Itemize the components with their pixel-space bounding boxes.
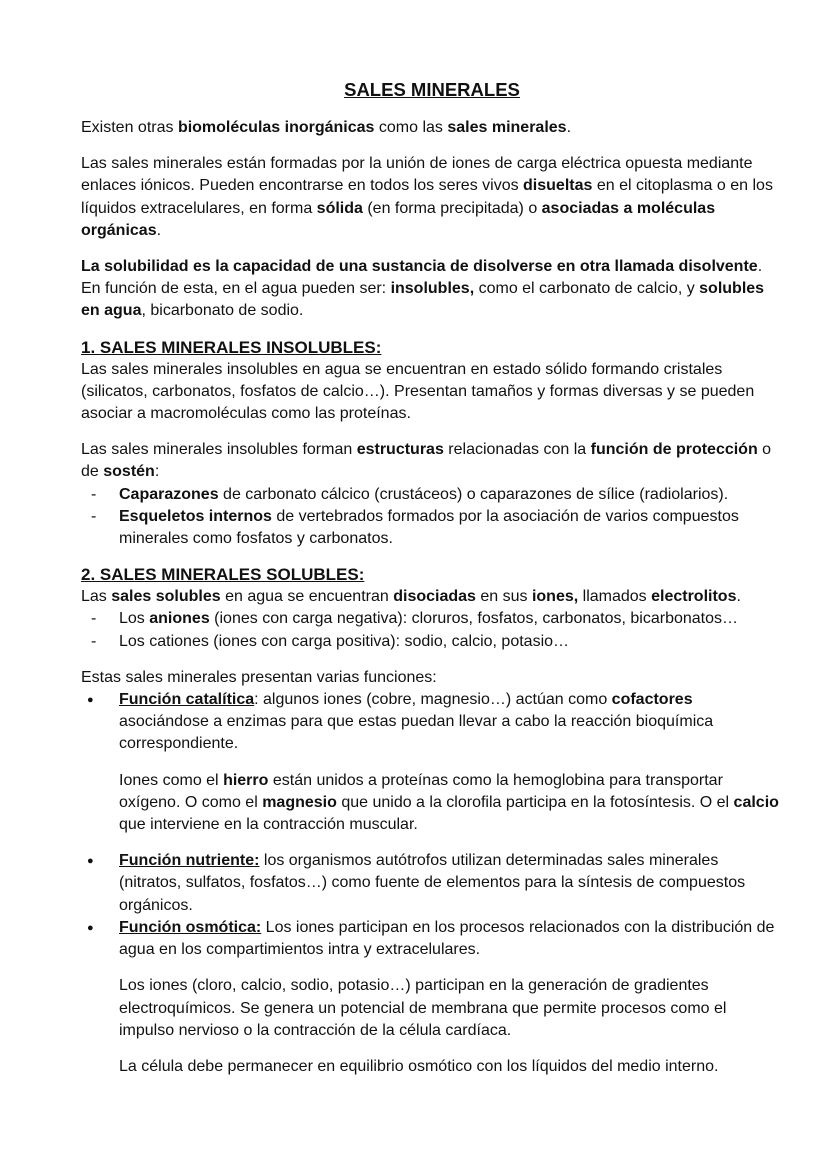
text-run: de vertebrados formados por la asociación de varios compuestos minerales como fosfatos y carbonatos. xyxy=(119,507,739,548)
text-run: . xyxy=(156,221,162,239)
dash-list xyxy=(81,608,783,652)
text-run: Las sales minerales insolubles forman xyxy=(81,441,357,459)
bold-term: disueltas xyxy=(523,177,593,195)
text-run: están unidos a proteínas como la hemoglobina para transportar oxígeno. O como el xyxy=(119,771,723,811)
text-run: de carbonato cálcico (crustáceos) o caparazones de sílice (radiolarios). xyxy=(218,485,729,503)
text-run: . En función de esta, en el agua pueden ser: xyxy=(81,258,763,298)
text-run: Las sales minerales insolubles en agua se encuentran en estado sólido formando cristales (silicatos, carbonatos, fosfatos de calcio…). Presentan tamaños y formas diversas y se pueden asociar a macromoléculas como las proteínas. xyxy=(81,360,755,423)
document-body xyxy=(81,117,783,1078)
bold-term: cofactores xyxy=(611,691,693,709)
underlined-term: Función nutriente: xyxy=(119,852,260,870)
paragraph xyxy=(81,667,783,689)
bold-term: sales minerales xyxy=(447,119,567,136)
text-run: Existen otras xyxy=(81,119,178,136)
section-heading xyxy=(81,337,783,359)
bold-term: aniones xyxy=(149,610,210,628)
paragraph xyxy=(81,153,783,242)
bullet-list xyxy=(81,689,783,1078)
underlined-term: Función catalítica xyxy=(119,691,255,709)
bold-term: sostén xyxy=(103,463,155,481)
dash-list xyxy=(81,484,783,551)
text-run: los organismos autótrofos utilizan determinadas sales minerales (nitratos, sulfatos, fosfatos…) como fuente de elementos para la síntesis de compuestos orgánicos. xyxy=(119,852,746,914)
bold-term: disociadas xyxy=(393,588,476,606)
bold-term: calcio xyxy=(733,793,779,811)
bold-term: iones, xyxy=(531,588,579,606)
document-title: SALES MINERALES xyxy=(344,79,520,100)
text-run: Estas sales minerales presentan varias funciones: xyxy=(81,668,437,686)
text-run: . xyxy=(566,119,572,136)
bold-term: estructuras xyxy=(356,441,444,459)
list-item xyxy=(81,506,783,550)
text-run: Las xyxy=(81,588,112,606)
text-run: que unido a la clorofila participa en la fotosíntesis. O el xyxy=(336,793,734,811)
text-run: Los xyxy=(119,610,150,628)
text-run: : xyxy=(154,463,160,481)
list-item xyxy=(81,689,783,836)
paragraph xyxy=(81,256,783,323)
text-run: Los cationes (iones con carga positiva): sodio, calcio, potasio… xyxy=(119,632,570,650)
paragraph xyxy=(81,586,783,608)
bold-term: asociadas a moléculas orgánicas xyxy=(81,199,716,239)
text-run: (en forma precipitada) o xyxy=(362,199,542,217)
bold-term: sólida xyxy=(316,199,363,217)
text-run: Los iones participan en los procesos relacionados con la distribución de agua en los compartimientos intra y extracelulares. xyxy=(119,918,775,959)
paragraph xyxy=(81,439,783,483)
bold-term: hierro xyxy=(223,771,269,789)
text-run: Las sales minerales están formadas por la unión de iones de carga eléctrica opuesta mediante enlaces iónicos. Pueden encontrarse en todos los seres vivos xyxy=(81,155,753,195)
text-run: 1. SALES MINERALES INSOLUBLES: xyxy=(81,337,382,357)
bold-term: electrolitos xyxy=(651,588,737,606)
list-item-paragraph xyxy=(119,1056,783,1078)
bold-term: solubles en agua xyxy=(81,280,765,320)
text-run: en agua se encuentran xyxy=(220,588,394,606)
list-item xyxy=(81,484,783,506)
list-item xyxy=(81,917,783,1078)
text-run: o de xyxy=(81,441,772,481)
text-run: : algunos iones (cobre, magnesio…) actúan como xyxy=(254,691,612,709)
list-item xyxy=(81,850,783,917)
underlined-term: Función osmótica: xyxy=(119,918,262,936)
text-run: que interviene en la contracción muscular. xyxy=(119,816,418,834)
text-run: relacionadas con la xyxy=(443,441,591,459)
bold-term: insolubles, xyxy=(390,280,475,298)
text-run: , bicarbonato de sodio. xyxy=(141,302,304,320)
bold-term: Caparazones xyxy=(119,485,219,503)
text-run: en sus xyxy=(475,588,532,606)
list-item xyxy=(81,608,783,630)
text-run: (iones con carga negativa): cloruros, fosfatos, carbonatos, bicarbonatos… xyxy=(209,610,738,628)
text-run: como el carbonato de calcio, y xyxy=(474,280,700,298)
text-run: asociándose a enzimas para que estas puedan llevar a cabo la reacción bioquímica correspondiente. xyxy=(119,713,714,753)
text-run: Iones como el xyxy=(119,771,224,789)
bold-term: Esqueletos internos xyxy=(119,507,272,525)
list-item-paragraph xyxy=(119,975,783,1042)
bold-term: sales solubles xyxy=(111,588,221,606)
bold-term: función de protección xyxy=(590,441,758,459)
text-run: La célula debe permanecer en equilibrio osmótico con los líquidos del medio interno. xyxy=(119,1057,719,1075)
text-run: . xyxy=(736,588,741,606)
text-run: Los iones (cloro, calcio, sodio, potasio…) participan en la generación de gradientes electroquímicos. Se genera un potencial de membrana que permite procesos como el impulso nervioso o la contracción de la célula cardíaca. xyxy=(119,977,727,1039)
text-run: llamados xyxy=(578,588,652,606)
bold-term: magnesio xyxy=(262,793,337,811)
text-run: en el citoplasma o en los líquidos extracelulares, en forma xyxy=(81,177,773,217)
text-run: 2. SALES MINERALES SOLUBLES: xyxy=(81,565,365,585)
bold-term: biomoléculas inorgánicas xyxy=(177,119,375,136)
list-item xyxy=(81,631,783,653)
list-item-paragraph xyxy=(119,770,783,837)
bold-term: La solubilidad es la capacidad de una sustancia de disolverse en otra llamada disolvente xyxy=(81,258,758,276)
document-page xyxy=(81,78,783,1092)
paragraph xyxy=(81,359,783,426)
section-heading xyxy=(81,564,783,586)
paragraph xyxy=(81,117,783,139)
text-run: como las xyxy=(374,119,448,136)
